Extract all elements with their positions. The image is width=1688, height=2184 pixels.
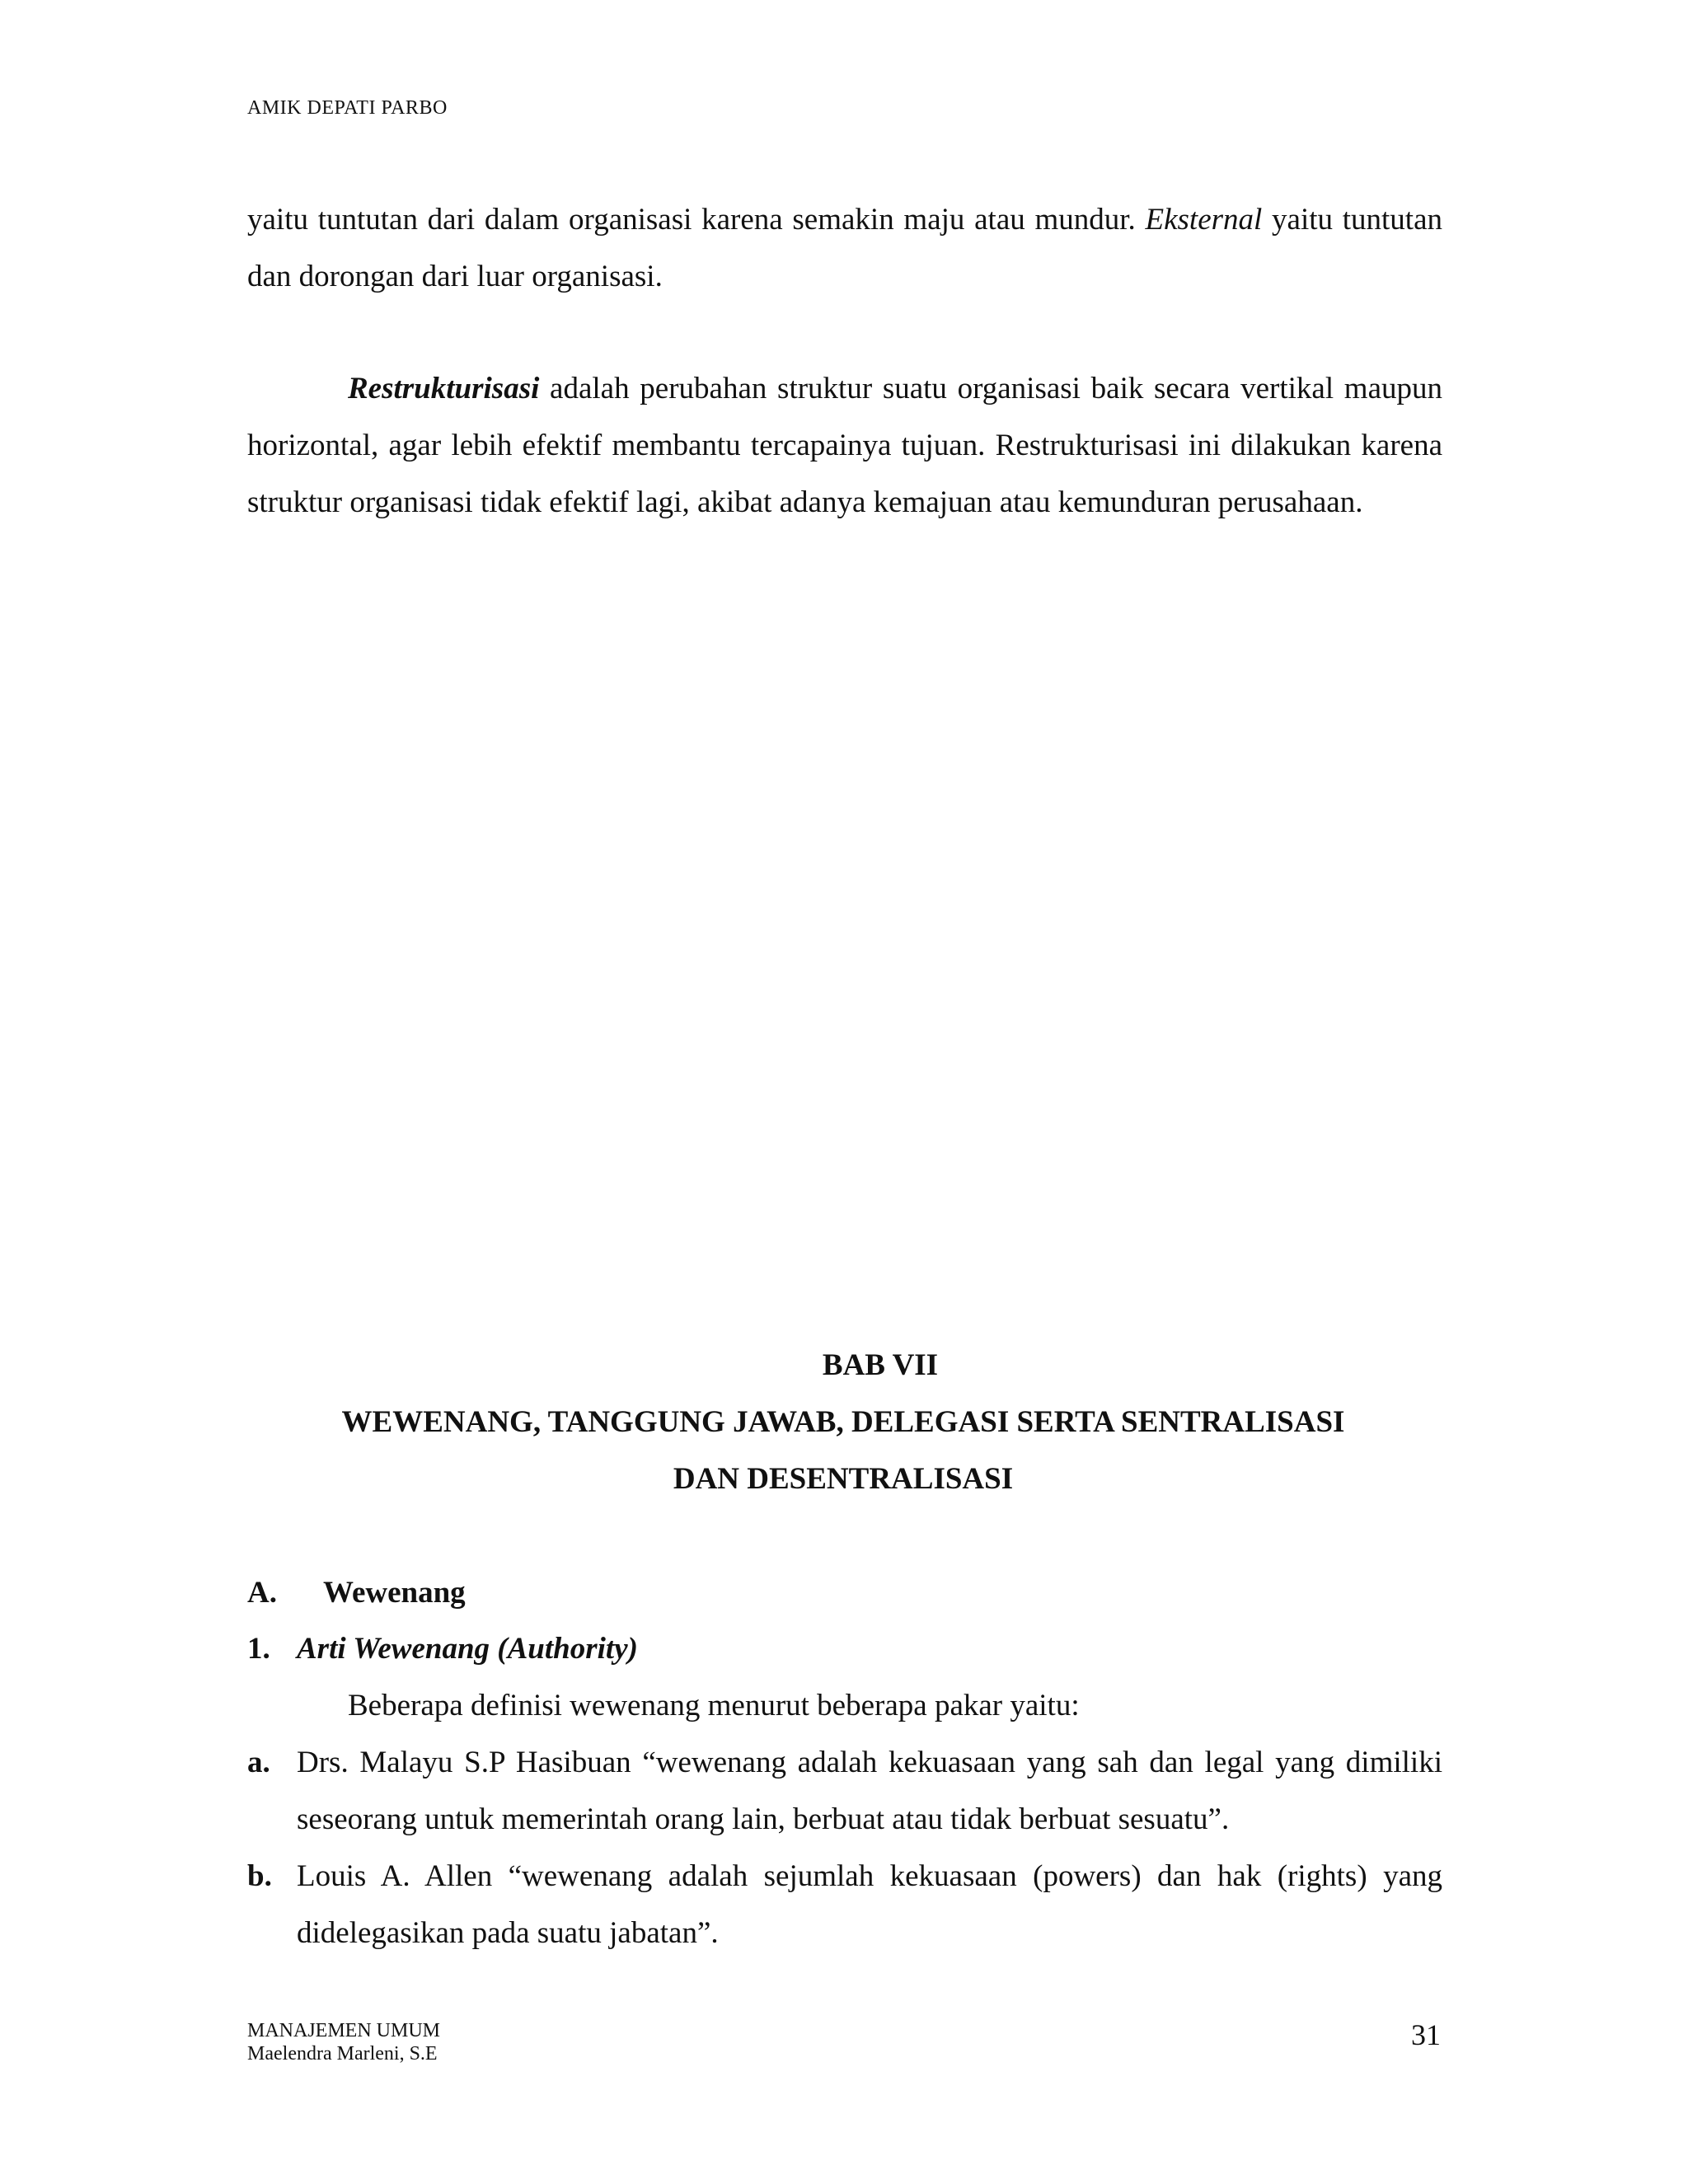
list-item-label: a.	[247, 1746, 270, 1779]
footer-author: Maelendra Marleni, S.E	[247, 2043, 438, 2064]
paragraph-internal-external	[247, 191, 1442, 305]
subsection-heading-1	[247, 1620, 638, 1677]
list-item	[247, 1848, 1442, 1961]
subsection-marker: 1.	[247, 1632, 270, 1666]
footer-course: MANAJEMEN UMUM	[247, 2020, 441, 2041]
paragraph-text: adalah perubahan struktur suatu organisasi baik secara vertikal maupun horizontal, agar lebih efektif membantu tercapainya tujuan. Restrukturisasi ini dilakukan karena struktur organisasi tidak efektif lagi, akibat adanya kemajuan atau kemunduran perusahaan.	[247, 372, 1442, 519]
chapter-title-line1: WEWENANG, TANGGUNG JAWAB, DELEGASI SERTA SENTRALISASI	[341, 1405, 1345, 1439]
definitions-intro: Beberapa definisi wewenang menurut beberapa pakar yaitu:	[348, 1689, 1080, 1722]
list-item-text: Drs. Malayu S.P Hasibuan “wewenang adalah kekuasaan yang sah dan legal yang dimiliki seseorang untuk memerintah orang lain, berbuat atau tidak berbuat sesuatu”.	[297, 1746, 1442, 1836]
paragraph-restrukturisasi	[247, 360, 1442, 531]
paragraph-text: yaitu tuntutan dan dorongan dari luar organisasi.	[247, 203, 1442, 293]
subsection-title: Arti Wewenang (Authority)	[297, 1632, 638, 1666]
list-item	[247, 1734, 1442, 1848]
chapter-number: BAB VII	[822, 1348, 939, 1382]
paragraph-text: yaitu tuntutan dari dalam organisasi karena semakin maju atau mundur.	[247, 203, 1146, 237]
footer-info	[247, 2019, 440, 2065]
page-number: 31	[1411, 2018, 1441, 2051]
chapter-title-line2: DAN DESENTRALISASI	[673, 1462, 1014, 1496]
running-header: AMIK DEPATI PARBO	[247, 97, 448, 119]
section-title: Wewenang	[323, 1576, 466, 1610]
list-item-text: Louis A. Allen “wewenang adalah sejumlah kekuasaan (powers) dan hak (rights) yang didelegasikan pada suatu jabatan”.	[297, 1859, 1442, 1950]
section-marker: A.	[247, 1576, 277, 1610]
chapter-heading	[247, 1337, 1442, 1507]
term-restrukturisasi: Restrukturisasi	[348, 372, 540, 405]
section-heading-a	[247, 1564, 466, 1621]
term-eksternal: Eksternal	[1145, 203, 1263, 237]
list-item-label: b.	[247, 1859, 272, 1893]
